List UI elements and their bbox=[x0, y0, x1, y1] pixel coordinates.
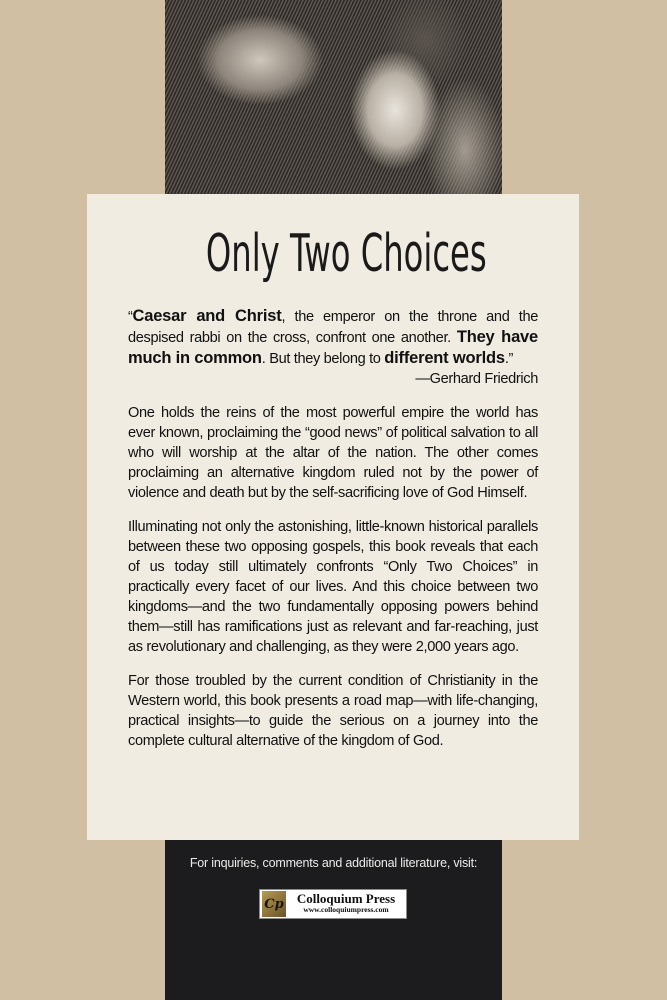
blurb-paragraph: For those troubled by the current condition of Christianity in the Western world, this book presents a road map—with life-changing, practical insights—to guide the serious on a journey into the complete cultural alternative of the kingdom of God. bbox=[128, 673, 538, 749]
quote-bold-2: They have much in common bbox=[128, 328, 538, 367]
quote-bold-3: different worlds bbox=[384, 349, 505, 367]
publisher-logo bbox=[259, 889, 407, 919]
quote-text-2: . But they belong to bbox=[261, 351, 385, 367]
quote-open: “ bbox=[128, 309, 133, 325]
quote-text-1: , the emperor on the throne and the despised rabbi on the cross, confront one another. bbox=[128, 309, 538, 346]
engraving-illustration bbox=[165, 0, 502, 195]
epigraph-quote bbox=[128, 306, 538, 369]
quote-bold-1: Caesar and Christ bbox=[132, 307, 282, 325]
book-title: Only Two Choices bbox=[205, 224, 487, 284]
publisher-monogram-icon: Cp bbox=[262, 891, 286, 917]
publisher-url: www.colloquiumpress.com bbox=[303, 905, 389, 914]
blurb-paragraph: One holds the reins of the most powerful empire the world has ever known, proclaiming the “good news” of political salvation to all who will worship at the altar of the nation. The other comes proclaiming an alternative kingdom ruled not by the power of violence and death but by the self-sacrificing love of God Himself. bbox=[128, 405, 538, 501]
description-panel bbox=[87, 194, 579, 840]
quote-attribution: —Gerhard Friedrich bbox=[415, 371, 538, 387]
blurb-paragraph: Illuminating not only the astonishing, little-known historical parallels between these two opposing gospels, this book reveals that each of us today still ultimately confronts “Only Two Choices” in practically every facet of our lives. And this choice between two kingdoms—and the two fundamentally opposing powers behind them—still has ramifications just as relevant and far-reaching, just as revolutionary and challenging, as they were 2,000 years ago. bbox=[128, 519, 538, 655]
publisher-logo-text bbox=[286, 893, 406, 915]
quote-text-3: .” bbox=[504, 351, 514, 367]
publisher-name: Colloquium Press bbox=[296, 891, 396, 906]
inquiry-text: For inquiries, comments and additional literature, visit: bbox=[189, 856, 478, 870]
blurb-text bbox=[128, 306, 538, 751]
